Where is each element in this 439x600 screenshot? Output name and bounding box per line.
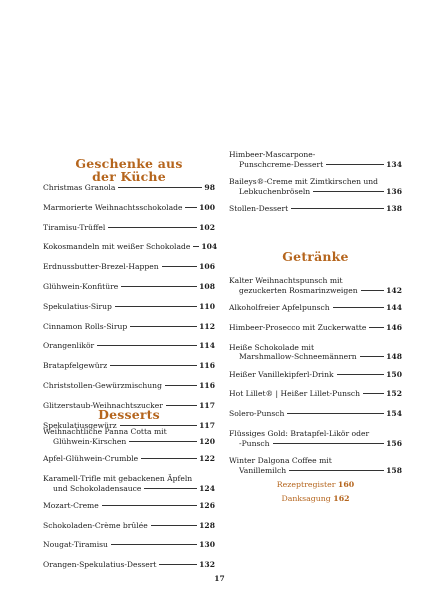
toc-entry[interactable]: [229, 370, 402, 390]
toc-entry-line: [43, 203, 215, 213]
toc-entry-page: 158: [386, 465, 402, 475]
toc-entry-title: Glühwein-Kirschen: [53, 436, 127, 446]
toc-entry-line: [229, 286, 402, 296]
toc-leader-line: [111, 544, 197, 545]
toc-entry-title: Lebkuchenbröseln: [239, 186, 311, 196]
toc-entry-page: 156: [386, 438, 402, 448]
toc-entry-title: Flüssiges Gold: Bratapfel-Likör oder: [229, 428, 370, 438]
toc-entry-title: Bratapfelgewürz: [43, 361, 108, 371]
toc-entry-page: 122: [199, 454, 215, 463]
toc-leader-line: [337, 374, 385, 375]
toc-entry-title: Erdnussbutter-Brezel-Happen: [43, 262, 159, 272]
toc-entry-line: [43, 484, 215, 494]
toc-entry-page: 130: [199, 540, 215, 550]
toc-entry-page: 142: [386, 285, 402, 295]
toc-entry-line: [43, 474, 215, 484]
toc-leader-line: [110, 365, 197, 366]
toc-entry-line: [43, 427, 215, 437]
toc-entry-page: 124: [199, 483, 215, 493]
toc-leader-line: [102, 505, 197, 506]
toc-entry-page: 106: [199, 262, 215, 272]
toc-entry[interactable]: [43, 521, 215, 541]
toc-entry-line: [43, 437, 215, 447]
toc-leader-line: [115, 306, 197, 307]
toc-entry-title: Apfel-Glühwein-Crumble: [43, 454, 139, 463]
toc-leader-line: [141, 458, 197, 459]
toc-entry[interactable]: [43, 381, 215, 401]
toc-leader-line: [144, 488, 197, 489]
toc-entry[interactable]: [43, 361, 215, 381]
toc-entry-title: Spekulatiusgewürz: [43, 420, 117, 430]
toc-entry-title: Mozart-Creme: [43, 500, 99, 510]
toc-entry[interactable]: [43, 282, 215, 302]
page-number: 17: [214, 574, 225, 583]
toc-entry-line: [43, 560, 215, 570]
toc-entry[interactable]: [43, 501, 215, 521]
toc-entry-line: [229, 177, 402, 187]
section-title-getraenke: Getränke: [282, 249, 349, 264]
toc-entry-page: 132: [199, 560, 215, 570]
toc-entry-page: 102: [199, 222, 215, 232]
toc-leader-line: [130, 326, 197, 327]
toc-entry-title: Solero-Punsch: [229, 409, 285, 419]
toc-appendix: [229, 478, 402, 506]
toc-entry-title: Glühwein-Konfitüre: [43, 281, 119, 291]
toc-entry-line: [229, 276, 402, 286]
toc-entry-line: [43, 540, 215, 550]
toc-entry-line: [43, 262, 215, 272]
toc-entry[interactable]: [43, 454, 215, 474]
toc-entry-title: Nougat-Tiramisu: [43, 540, 108, 550]
toc-leader-line: [193, 246, 199, 247]
toc-entry-line: [229, 150, 402, 160]
toc-entry-line: [229, 389, 402, 399]
toc-list-desserts-continued: [229, 150, 402, 224]
toc-entry-title: Heißer Vanillekipferl-Drink: [229, 369, 334, 379]
toc-list-geschenke: [43, 183, 218, 440]
toc-leader-line: [363, 393, 384, 394]
toc-entry[interactable]: [43, 341, 215, 361]
toc-entry-line: [43, 454, 215, 464]
toc-leader-line: [289, 470, 384, 471]
toc-entry-page: 148: [386, 352, 402, 362]
toc-entry-line: [43, 282, 215, 292]
toc-leader-line: [333, 307, 385, 308]
toc-entry-line: [229, 303, 402, 313]
toc-entry-page: 116: [199, 380, 215, 390]
toc-entry-line: [229, 466, 402, 476]
toc-entry-line: [43, 381, 215, 391]
toc-entry-line: [229, 343, 402, 353]
toc-leader-line: [166, 405, 197, 406]
toc-entry-page: 152: [386, 389, 402, 399]
toc-entry[interactable]: [229, 409, 402, 429]
toc-entry[interactable]: [229, 389, 402, 409]
toc-entry-page: 134: [386, 159, 402, 169]
section-title-desserts: Desserts: [98, 407, 160, 422]
toc-leader-line: [361, 290, 385, 291]
appendix-entry-rezeptregister[interactable]: Rezeptregister 160: [276, 480, 355, 489]
toc-entry[interactable]: [43, 262, 215, 282]
toc-entry-title: Himbeer-Prosecco mit Zuckerwatte: [229, 322, 367, 332]
toc-entry-page: 100: [199, 202, 215, 212]
toc-leader-line: [369, 327, 384, 328]
toc-leader-line: [118, 187, 202, 188]
toc-entry-title: gezuckerten Rosmarinzweigen: [239, 285, 358, 295]
toc-entry-title: Marmorierte Weihnachtsschokolade: [43, 202, 183, 212]
toc-entry-page: 117: [199, 400, 215, 410]
toc-entry[interactable]: [43, 302, 215, 322]
toc-entry-line: [229, 409, 402, 419]
toc-entry[interactable]: [229, 177, 402, 204]
toc-entry[interactable]: [229, 150, 402, 177]
toc-entry-title: Schokoladen-Crème brûlée: [43, 520, 148, 530]
appendix-entry-danksagung[interactable]: Danksagung 162: [281, 494, 350, 503]
toc-entry-title: Glitzerstaub-Weihnachtszucker: [43, 400, 163, 410]
toc-leader-line: [185, 207, 197, 208]
toc-entry-title: Orangenlikör: [43, 341, 95, 351]
toc-entry-page: 138: [386, 204, 402, 213]
toc-leader-line: [273, 443, 385, 444]
toc-leader-line: [159, 564, 197, 565]
toc-leader-line: [120, 425, 197, 426]
toc-entry[interactable]: [229, 429, 402, 456]
toc-entry-line: [43, 242, 218, 252]
toc-entry-page: 108: [199, 281, 215, 291]
toc-entry-line: [229, 429, 402, 439]
toc-entry-page: 128: [199, 520, 215, 530]
toc-leader-line: [162, 266, 198, 267]
section-title-geschenke: Geschenke aus der Küche: [75, 156, 183, 184]
toc-entry[interactable]: [43, 540, 215, 560]
toc-entry-line: [43, 223, 215, 233]
toc-entry-page: 150: [386, 369, 402, 379]
toc-entry-title: Spekulatius-Sirup: [43, 301, 112, 311]
toc-leader-line: [108, 227, 197, 228]
toc-entry-line: [43, 361, 215, 371]
toc-entry[interactable]: [229, 303, 402, 323]
toc-entry[interactable]: [43, 223, 215, 243]
toc-entry-line: [229, 456, 402, 466]
toc-entry[interactable]: [43, 242, 218, 262]
toc-entry-page: 144: [386, 303, 402, 312]
toc-entry-line: [229, 160, 402, 170]
toc-entry-line: [229, 323, 402, 333]
toc-entry-page: 120: [199, 436, 215, 446]
toc-leader-line: [97, 345, 197, 346]
toc-entry-title: Heiße Schokolade mit: [229, 342, 315, 352]
toc-entry-line: [43, 521, 215, 531]
toc-entry[interactable]: [43, 474, 215, 501]
toc-entry-title: Kalter Weihnachtspunsch mit: [229, 276, 343, 285]
toc-entry[interactable]: [43, 203, 215, 223]
toc-entry[interactable]: [43, 427, 215, 454]
toc-leader-line: [287, 413, 384, 414]
toc-list-getraenke: [229, 276, 402, 483]
toc-entry-page: 110: [199, 301, 215, 311]
toc-leader-line: [291, 208, 384, 209]
toc-leader-line: [151, 525, 197, 526]
toc-entry-title: Vanillemilch: [239, 465, 287, 475]
toc-entry-title: Cinnamon Rolls-Sirup: [43, 321, 128, 331]
toc-entry-page: 146: [386, 322, 402, 332]
toc-entry-title: Punschcreme-Dessert: [239, 159, 324, 169]
toc-entry-line: [229, 370, 402, 380]
toc-entry-title: Stollen-Dessert: [229, 204, 289, 213]
toc-entry-title: und Schokoladensauce: [53, 483, 142, 493]
toc-entry-title: Hot Lillet® | Heißer Lillet-Punsch: [229, 389, 361, 399]
toc-entry-title: Kokosmandeln mit weißer Schokolade: [43, 242, 191, 252]
toc-entry-page: 98: [204, 183, 215, 192]
toc-entry-title: Baileys®-Creme mit Zimtkirschen und: [229, 177, 379, 186]
toc-entry-title: Alkoholfreier Apfelpunsch: [229, 303, 330, 312]
toc-list-desserts: [43, 427, 215, 580]
toc-entry-line: [229, 439, 402, 449]
toc-entry-page: 126: [199, 500, 215, 510]
toc-entry-page: 117: [199, 420, 215, 430]
toc-entry-title: Karamell-Trifle mit gebackenen Äpfeln: [43, 473, 193, 483]
toc-leader-line: [360, 356, 384, 357]
toc-entry-line: [43, 341, 215, 351]
toc-entry-line: [229, 204, 402, 214]
toc-entry-line: [43, 183, 215, 193]
toc-entry-title: Christmas Granola: [43, 183, 116, 192]
toc-entry-title: Christstollen-Gewürzmischung: [43, 380, 162, 390]
toc-entry-page: 116: [199, 361, 215, 371]
toc-entry-page: 114: [199, 341, 215, 351]
toc-entry-title: Orangen-Spekulatius-Dessert: [43, 560, 157, 570]
toc-entry-page: 154: [386, 409, 402, 419]
toc-entry-line: [43, 322, 215, 332]
toc-entry-line: [229, 352, 402, 362]
toc-entry-line: [43, 302, 215, 312]
toc-entry-line: [43, 501, 215, 511]
toc-entry-page: 104: [201, 242, 218, 252]
toc-entry[interactable]: [43, 183, 215, 203]
toc-leader-line: [165, 385, 197, 386]
toc-entry-page: 112: [199, 321, 215, 331]
toc-entry-title: Marshmallow-Schneemännern: [239, 352, 357, 362]
toc-entry-page: 136: [386, 186, 402, 196]
toc-entry-title: -Punsch: [239, 438, 270, 448]
toc-entry[interactable]: [229, 276, 402, 303]
toc-entry[interactable]: [229, 204, 402, 224]
toc-leader-line: [121, 286, 197, 287]
toc-entry-title: Tiramisu-Trüffel: [43, 222, 106, 232]
toc-entry-line: [229, 187, 402, 197]
toc-leader-line: [313, 191, 384, 192]
toc-entry-title: Weihnachtliche Panna Cotta mit: [43, 427, 167, 436]
toc-entry[interactable]: [229, 343, 402, 370]
toc-entry-title: Himbeer-Mascarpone-: [229, 150, 316, 159]
toc-leader-line: [326, 164, 384, 165]
toc-entry[interactable]: [43, 322, 215, 342]
toc-entry[interactable]: [229, 323, 402, 343]
toc-leader-line: [129, 441, 197, 442]
toc-entry-title: Winter Dalgona Coffee mit: [229, 455, 332, 465]
